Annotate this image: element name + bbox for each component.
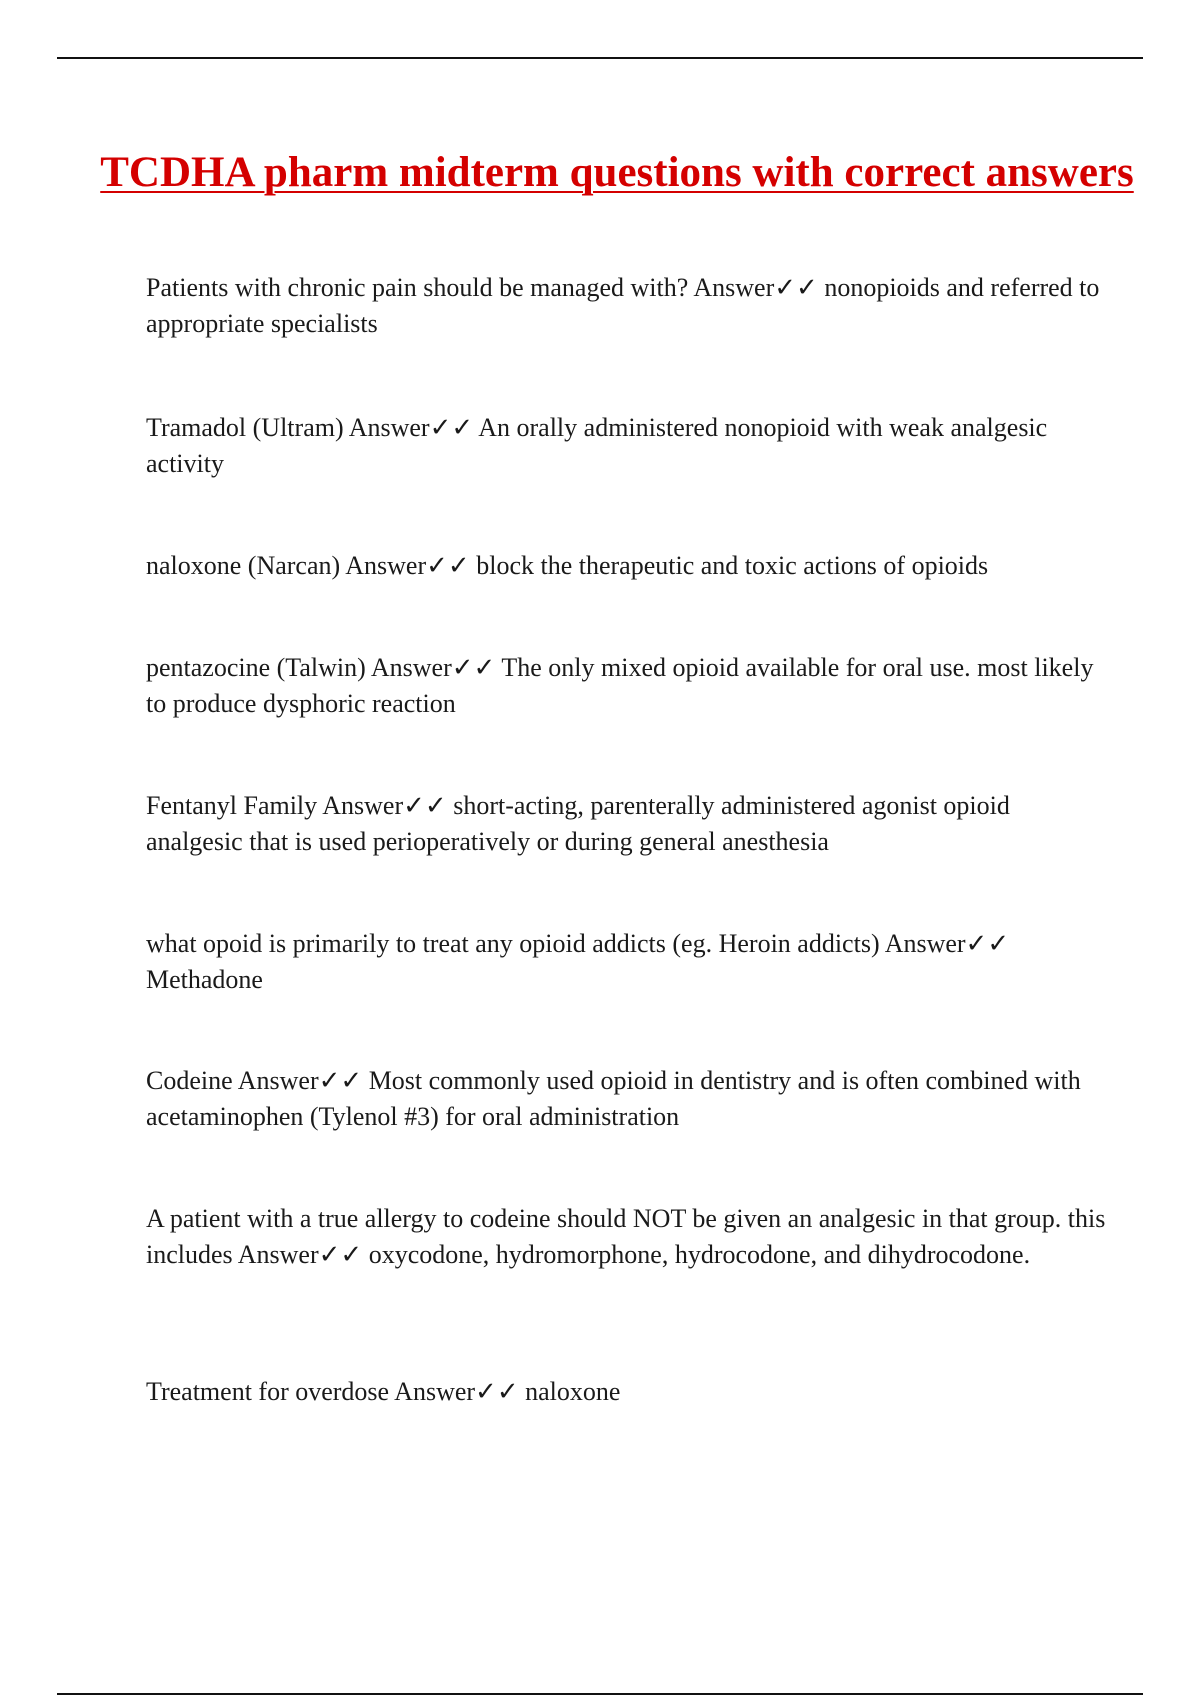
qa-answer: naloxone	[525, 1377, 621, 1406]
qa-question: Patients with chronic pain should be managed with?	[146, 273, 689, 302]
bottom-rule	[57, 1693, 1143, 1695]
answer-marker: Answer✓✓	[345, 551, 470, 580]
qa-question: Treatment for overdose	[146, 1377, 390, 1406]
top-rule	[57, 57, 1143, 59]
qa-item	[146, 926, 1106, 998]
qa-answer: nonopioids and referred to appropriate specialists	[146, 273, 1100, 338]
qa-item	[146, 1063, 1106, 1135]
answer-marker: Answer✓✓	[394, 1377, 519, 1406]
qa-answer: block the therapeutic and toxic actions of opioids	[476, 551, 989, 580]
qa-item	[146, 410, 1106, 482]
qa-question: A patient with a true allergy to codeine should NOT be given an analgesic in that group. this includes	[146, 1204, 1106, 1269]
answer-marker: Answer✓✓	[237, 1240, 363, 1269]
qa-question: Tramadol (Ultram)	[146, 413, 344, 442]
qa-question: Codeine	[146, 1066, 233, 1095]
qa-answer: short-acting, parenterally administered agonist opioid analgesic that is used perioperatively or during general anesthesia	[146, 791, 1010, 856]
answer-marker: Answer✓✓	[237, 1066, 363, 1095]
qa-question: what opoid is primarily to treat any opioid addicts (eg. Heroin addicts)	[146, 929, 880, 958]
qa-answer: The only mixed opioid available for oral use. most likely to produce dysphoric reaction	[146, 653, 1094, 718]
qa-item	[146, 270, 1106, 342]
qa-question: Fentanyl Family	[146, 791, 318, 820]
answer-marker: Answer✓✓	[693, 273, 818, 302]
qa-item	[146, 788, 1106, 860]
answer-marker: Answer✓✓	[370, 653, 496, 682]
qa-question: naloxone (Narcan)	[146, 551, 341, 580]
answer-marker: Answer✓✓	[348, 413, 474, 442]
qa-answer: An orally administered nonopioid with weak analgesic activity	[146, 413, 1048, 478]
qa-answer: Most commonly used opioid in dentistry and is often combined with acetaminophen (Tylenol #3) for oral administration	[146, 1066, 1081, 1131]
qa-item	[146, 1374, 1106, 1410]
answer-marker: Answer✓✓	[884, 929, 1010, 958]
answer-marker: Answer✓✓	[322, 791, 447, 820]
qa-item	[146, 1201, 1106, 1273]
qa-answer: Methadone	[146, 965, 263, 994]
qa-question: pentazocine (Talwin)	[146, 653, 366, 682]
qa-item	[146, 650, 1106, 722]
qa-answer: oxycodone, hydromorphone, hydrocodone, and dihydrocodone.	[368, 1240, 1031, 1269]
document-title: TCDHA pharm midterm questions with correct answers	[100, 149, 1134, 196]
qa-item	[146, 548, 1106, 584]
